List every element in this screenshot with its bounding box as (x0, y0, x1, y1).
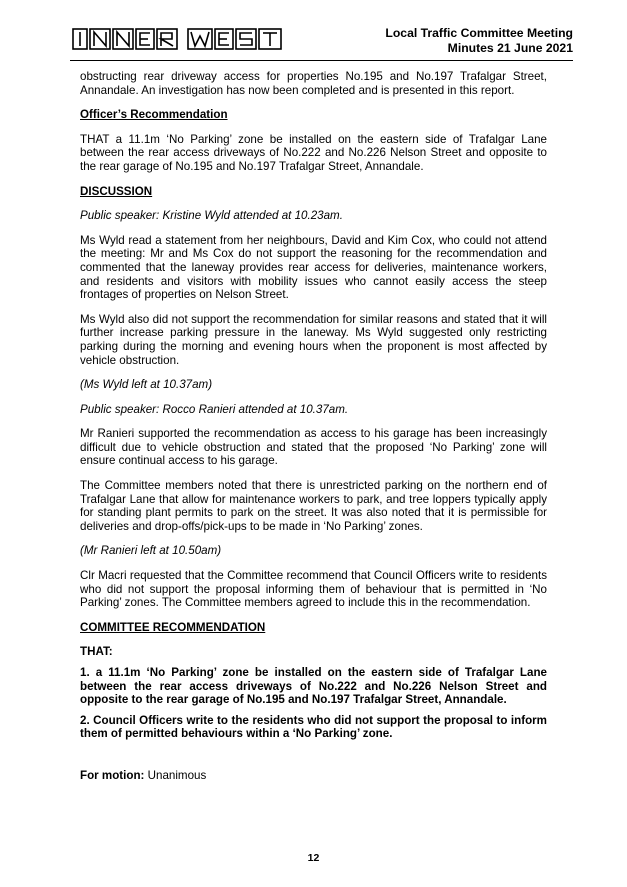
recommendation-item-2: 2. Council Officers write to the residents who did not support the proposal to inform them of permitted behaviours within a ‘No Parking’ zone. (80, 713, 547, 741)
discussion-heading: DISCUSSION (80, 184, 153, 198)
motion-value: Unanimous (147, 768, 207, 782)
officers-recommendation-text: THAT a 11.1m ‘No Parking’ zone be installed on the eastern side of Trafalgar Lane between the rear access driveways of No.222 and No.226 Nelson Street and opposite to the rear garage of No.195 and No.197 Trafalgar Street, Annandale. (80, 132, 547, 173)
wyld-statement-paragraph: Ms Wyld read a statement from her neighbours, David and Kim Cox, who could not attend the meeting: Mr and Ms Cox do not support the reasoning for the recommendation and commented that the laneway provides rear access for deliveries, maintenance workers, and residents and visitors with mobility issues who cannot easily access the steep frontages of properties on Nelson Street. (80, 233, 547, 302)
inner-west-logo (72, 26, 284, 52)
page-number: 12 (307, 852, 320, 864)
header-divider (70, 60, 573, 61)
minutes-body (80, 70, 547, 783)
macri-request-paragraph: Clr Macri requested that the Committee recommend that Council Officers write to residents who did not support the proposal informing them of behaviour that is permitted in ‘No Parking’ zones. The Committee members agreed to include this in the recommendation. (80, 569, 547, 610)
ranieri-paragraph: Mr Ranieri supported the recommendation as access to his garage has been increasingly difficult due to vehicle obstruction and stated that the proposed ‘No Parking’ zone will ensure continual access to his garage. (80, 427, 547, 468)
wyld-left-note: (Ms Wyld left at 10.37am) (80, 378, 213, 392)
committee-recommendation-heading: COMMITTEE RECOMMENDATION (80, 620, 266, 634)
header-meeting-title (385, 26, 573, 56)
meeting-name: Local Traffic Committee Meeting (385, 26, 573, 40)
intro-paragraph: obstructing rear driveway access for properties No.195 and No.197 Trafalgar Street, Annandale. An investigation has now been completed and is presented in this report. (80, 70, 547, 97)
recommendation-that: THAT: (80, 645, 113, 659)
recommendation-item-1: 1. a 11.1m ‘No Parking’ zone be installed on the eastern side of Trafalgar Lane between the rear access driveways of No.222 and No.226 Nelson Street and opposite to the rear garage of No.195 and No.197 Trafalgar Street, Annandale. (80, 666, 547, 707)
ranieri-left-note: (Mr Ranieri left at 10.50am) (80, 544, 222, 558)
motion-label: For motion: (80, 768, 145, 782)
motion-result (80, 769, 547, 783)
public-speaker-ranieri: Public speaker: Rocco Ranieri attended at 10.37am. (80, 402, 349, 416)
committee-notes-paragraph: The Committee members noted that there is unrestricted parking on the northern end of Trafalgar Lane that allow for maintenance workers to park, and tree loppers typically apply for standing plant permits to park on the street. It was also noted that it is permissible for deliveries and drop-offs/pick-ups to be made in ‘No Parking’ zones. (80, 479, 547, 533)
officers-recommendation-heading: Officer’s Recommendation (80, 108, 228, 122)
public-speaker-wyld: Public speaker: Kristine Wyld attended at 10.23am. (80, 209, 343, 223)
wyld-opinion-paragraph: Ms Wyld also did not support the recommendation for similar reasons and stated that it will further increase parking pressure in the laneway. Ms Wyld suggested only restricting parking during the morning and evening hours when the proponent is most affected by vehicle obstruction. (80, 312, 547, 367)
minutes-date: Minutes 21 June 2021 (447, 41, 573, 55)
committee-recommendation (80, 645, 547, 741)
